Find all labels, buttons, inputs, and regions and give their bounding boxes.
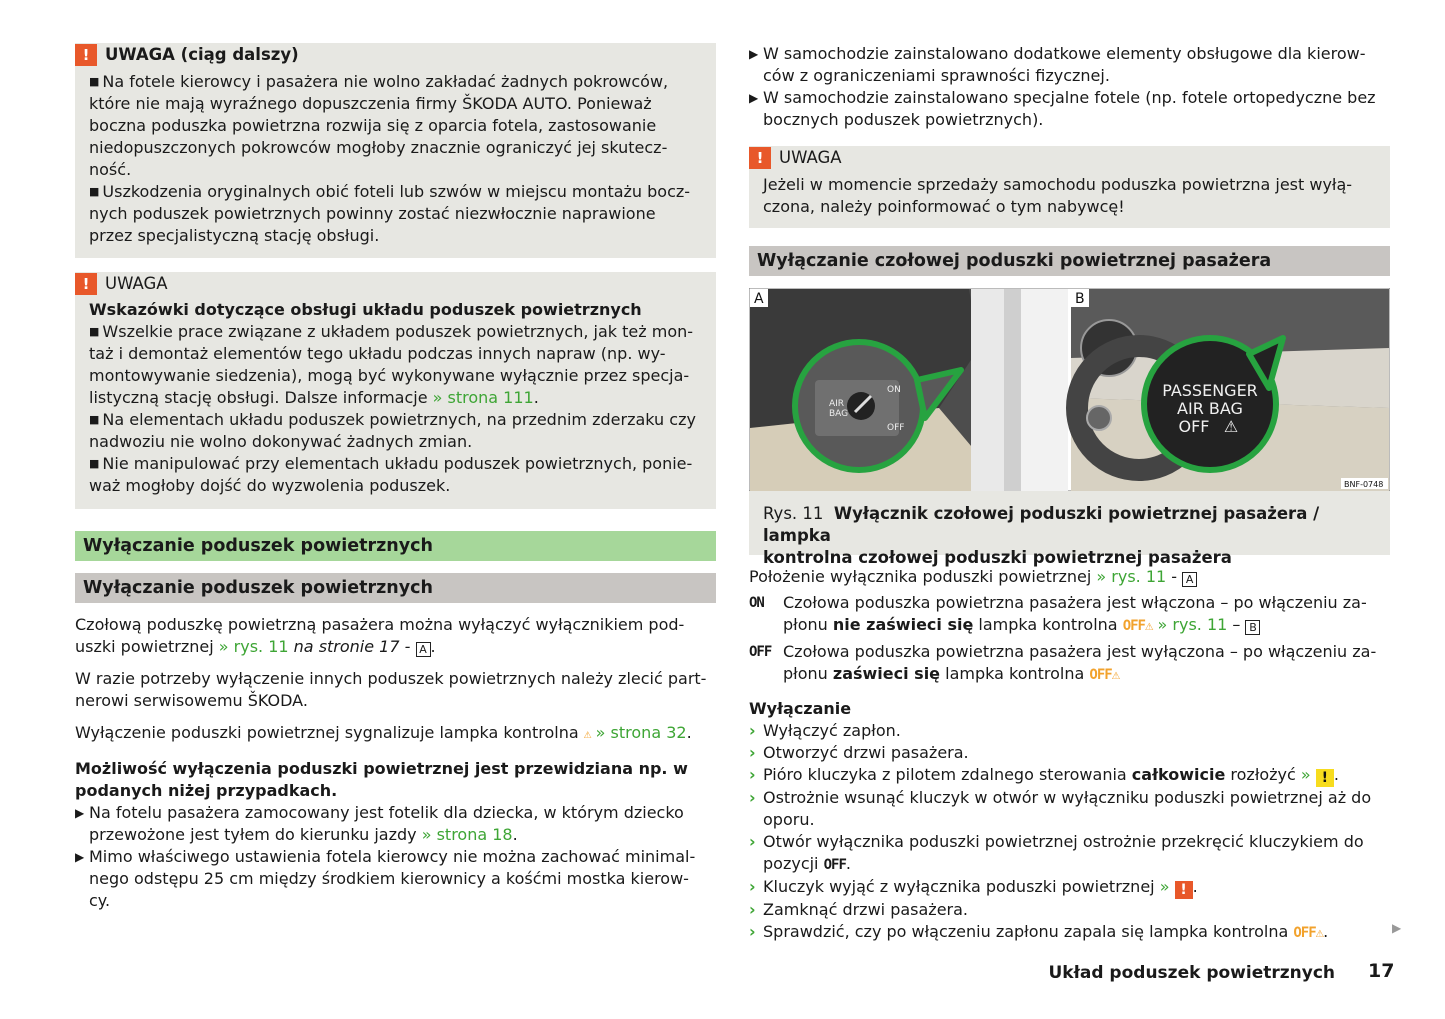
step-arrow-icon: › (749, 922, 756, 941)
figure-illustration (749, 288, 1390, 491)
text-line: montowywanie siedzenia), mogą być wykonywane wyłącznie przez specja- (89, 366, 690, 385)
text-line: nych poduszek powietrznych powinny zostać niezwłocznie naprawione (89, 204, 656, 223)
text-line: przewożone jest tyłem do kierunku jazdy (89, 825, 417, 844)
warning-title: UWAGA (779, 148, 842, 167)
on-symbol: ON (749, 595, 764, 611)
figure-ref-a: A (1182, 572, 1197, 587)
switch-label-off: OFF (887, 423, 905, 433)
airbag-off-lamp-icon: OFF (1122, 618, 1145, 634)
bold-text: nie zaświeci się (832, 615, 974, 634)
link-arrow[interactable]: » (1159, 877, 1170, 896)
airbag-symbol-icon: ⚠ (1111, 667, 1120, 683)
steps-title: Wyłączanie (749, 699, 852, 718)
step-arrow-icon: › (749, 877, 756, 896)
figure-ref-a: A (416, 642, 431, 657)
section-heading-gray: Wyłączanie poduszek powietrznych (75, 573, 716, 603)
bold-text: zaświeci się (832, 664, 941, 683)
warning-text (763, 174, 1376, 218)
warning-icon: ! (75, 273, 97, 295)
figure-code: BNF-0748 (1344, 480, 1384, 489)
text-line: waż mogłoby dojść do wyzwolenia poduszek. (89, 476, 451, 495)
right-list (749, 43, 1390, 131)
text-line: Nie manipulować przy elementach układu poduszek powietrznych, ponie- (102, 454, 693, 473)
text-line: Wyłączenie poduszki powietrznej sygnalizuje lampka kontrolna (75, 723, 579, 742)
section-heading-green: Wyłączanie poduszek powietrznych (75, 531, 716, 561)
warning-text: Wskazówki dotyczące obsługi układu poduszek powietrznych ■ Wszelkie prace związane z układem poduszek powietrznych, jak też mon- taż i demontaż elementów tego układu podczas innych napraw (np. wy- montowywanie siedzenia), mogą być wykonywane wyłącznie przez specja- listyczną stację obsługi. Dalsze informacje » strona 111. ■ Na elementach układu poduszek powietrznych, na przednim zderzaku czy nadwoziu nie wolno dokonywać żadnych zmian. ■ Nie manipulować przy elementach układu poduszek powietrznych, ponie- waż mogłoby dojść do wyzwolenia poduszek. (89, 299, 702, 497)
text-line: czona, należy poinformować o tym nabywcę! (763, 197, 1125, 216)
bullet-icon: ■ (89, 457, 100, 470)
airbag-symbol-icon: ⚠ (1144, 618, 1153, 634)
lamp-text-passenger: PASSENGER (1162, 381, 1258, 400)
text-line: nego odstępu 25 cm między środkiem kierownicy a kośćmi mostka kierow- (89, 869, 689, 888)
text-line: taż i demontaż elementów tego układu podczas innych napraw (np. wy- (89, 344, 666, 363)
warning-title: UWAGA (ciąg dalszy) (105, 45, 299, 64)
warning-box-continued (75, 43, 716, 258)
warning-box-airbag (75, 272, 716, 509)
warning-box-header (749, 146, 1376, 170)
caption-number: Rys. 11 (763, 504, 824, 523)
text-line: Czołową poduszkę powietrzną pasażera można wyłączyć wyłącznikiem pod- (75, 615, 685, 634)
panel-label-a: A (754, 291, 764, 307)
text-line: Czołowa poduszka powietrzna pasażera jest wyłączona – po włączeniu za- (783, 642, 1377, 661)
text-line: ców z ograniczeniami sprawności fizycznej. (763, 66, 1110, 85)
link-page-18[interactable]: » strona 18 (421, 825, 513, 844)
bold-text-line: podanych niżej przypadkach. (75, 781, 338, 800)
text-line: cy. (89, 891, 111, 910)
text-line: płonu (783, 664, 828, 683)
figure-ref-b: B (1245, 620, 1260, 635)
text-line: przez specjalistyczną stację obsługi. (89, 226, 380, 245)
list-item (749, 43, 1390, 87)
text-line: W samochodzie zainstalowano specjalne fotele (np. fotele ortopedyczne bez (763, 88, 1376, 107)
link-fig-11[interactable]: » rys. 11 (218, 637, 289, 656)
text-line: lampka kontrolna (945, 664, 1085, 683)
panel-label-b: B (1075, 291, 1085, 307)
text-line: Pióro kluczyka z pilotem zdalnego sterowania (763, 765, 1127, 784)
link-fig-11[interactable]: » rys. 11 (1157, 615, 1228, 634)
off-symbol: OFF (749, 644, 772, 660)
text-line: rozłożyć (1230, 765, 1296, 784)
step-item: › Pióro kluczyka z pilotem zdalnego sterowania całkowicie rozłożyć » ! . (749, 765, 1339, 786)
body-text: Czołową poduszkę powietrzną pasażera można wyłączyć wyłącznikiem pod- uszki powietrznej » rys. 11 na stronie 17 - A . W razie potrzeby wyłączenie innych poduszek powietrznych należy zlecić part- nerowi serwisowemu ŠKODA. Wyłączenie poduszki powietrznej sygnalizuje lampka kontrolna ⚠ » strona 32. Możliwość wyłączenia poduszki powietrznej jest przewidziana np. w podanych niżej przypadkach. ▶ Na fotelu pasażera zamocowany jest fotelik dla dziecka, w którym dziecko przewożone jest tyłem do kierunku jazdy » strona 18. ▶ Mimo właściwego ustawienia fotela kierowcy nie można zachować minimal- nego odstępu 25 cm między środkiem kierownicy a kośćmi mostka kierow- cy. (75, 614, 716, 912)
warning-icon: ! (75, 44, 97, 66)
step-arrow-icon: › (749, 721, 756, 740)
text-line: oporu. (763, 810, 815, 829)
step-item (749, 742, 1390, 764)
yellow-notice-icon[interactable]: ! (1316, 769, 1334, 787)
section-heading-gray: Wyłączanie czołowej poduszki powietrznej pasażera (749, 246, 1390, 276)
text-line: Uszkodzenia oryginalnych obić foteli lub szwów w miejscu montażu bocz- (102, 182, 691, 201)
step-item (749, 720, 1390, 742)
text-line: Czołowa poduszka powietrzna pasażera jest włączona – po włączeniu za- (783, 593, 1367, 612)
bullet-icon: ■ (89, 75, 100, 88)
bold-text-line: Możliwość wyłączenia poduszki powietrznej jest przewidziana np. w (75, 759, 688, 778)
text-line: ność. (89, 160, 132, 179)
footer-chapter-title: Układ poduszek powietrznych (1048, 963, 1335, 983)
text-line: Położenie wyłącznika poduszki powietrznej (749, 567, 1092, 586)
step-arrow-icon: › (749, 743, 756, 762)
text-line: niedopuszczonych pokrowców mogłoby znacznie ograniczyć jej skutecz- (89, 138, 668, 157)
text-line: lampka kontrolna (978, 615, 1118, 634)
page-number: 17 (1368, 960, 1395, 982)
step-item (749, 787, 1390, 831)
text-line: Jeżeli w momencie sprzedaży samochodu poduszka powietrzna jest wyłą- (763, 175, 1353, 194)
step-item: › Otwór wyłącznika poduszki powietrznej ostrożnie przekręcić kluczykiem do pozycji OFF. (749, 831, 1390, 876)
text-line: Sprawdzić, czy po włączeniu zapłonu zapala się lampka kontrolna (763, 922, 1289, 941)
caption-title: kontrolna czołowej poduszki powietrznej pasażera (763, 548, 1232, 567)
text-line: boczna poduszka powietrzna rozwija się z oparcia fotela, zastosowanie (89, 116, 657, 135)
switch-label-on: ON (887, 385, 901, 395)
link-arrow[interactable]: » (1300, 765, 1311, 784)
text-line: Kluczyk wyjąć z wyłącznika poduszki powietrznej (763, 877, 1155, 896)
warning-text (89, 71, 702, 247)
text-line: W samochodzie zainstalowano dodatkowe elementy obsługowe dla kierow- (763, 44, 1366, 63)
bullet-icon: ■ (89, 185, 100, 198)
airbag-off-lamp-icon: OFF (1089, 667, 1112, 683)
warning-box-header (75, 272, 702, 296)
figure-airbag-switch (749, 288, 1390, 491)
airbag-off-icon: ⚠ (583, 727, 591, 742)
text-line: nerowi serwisowemu ŠKODA. (75, 691, 308, 710)
list-item (75, 846, 716, 912)
step-item (749, 899, 1390, 921)
warning-box-header (75, 43, 702, 67)
text-line: bocznych poduszek powietrznych). (763, 110, 1044, 129)
lamp-text-off: OFF (1178, 417, 1210, 436)
text-line: pozycji (763, 854, 819, 873)
warning-icon: ! (749, 147, 771, 169)
warning-title: UWAGA (105, 274, 168, 293)
triangle-bullet-icon: ▶ (75, 850, 85, 864)
lamp-airbag-symbol-icon: ⚠ (1223, 417, 1239, 436)
red-warning-icon[interactable]: ! (1175, 881, 1193, 899)
step-arrow-icon: › (749, 788, 756, 807)
step-item: › Kluczyk wyjąć z wyłącznika poduszki powietrznej » ! . (749, 877, 1198, 898)
triangle-bullet-icon: ▶ (75, 806, 85, 820)
step-arrow-icon: › (749, 832, 756, 851)
list-item (749, 87, 1390, 131)
on-position-item: ON Czołowa poduszka powietrzna pasażera jest włączona – po włączeniu za- płonu nie zaświeci się lampka kontrolna OFF⚠ » rys. 11 – B (749, 592, 1390, 637)
airbag-off-lamp-icon: OFF (1293, 925, 1316, 941)
text-line: Wyłączyć zapłon. (763, 721, 901, 740)
off-position-item (749, 641, 1390, 686)
text-line: Na fotelu pasażera zamocowany jest fotelik dla dziecka, w którym dziecko (89, 803, 684, 822)
text-line: Na elementach układu poduszek powietrznych, na przednim zderzaku czy (102, 410, 696, 429)
text-line: płonu (783, 615, 828, 634)
link-fig-11[interactable]: » rys. 11 (1096, 567, 1167, 586)
bullet-icon: ■ (89, 325, 100, 338)
triangle-bullet-icon: ▶ (749, 91, 759, 105)
next-page-arrow-icon[interactable]: ▶ (1392, 921, 1402, 935)
figure-caption (749, 491, 1390, 567)
text-line: uszki powietrznej (75, 637, 214, 656)
text-line: W razie potrzeby wyłączenie innych poduszek powietrznych należy zlecić part- (75, 669, 707, 688)
text-line: Otworzyć drzwi pasażera. (763, 743, 969, 762)
text-line: Zamknąć drzwi pasażera. (763, 900, 969, 919)
switch-label-bag: BAG (829, 409, 849, 419)
text-line: Na fotele kierowcy i pasażera nie wolno zakładać żadnych pokrowców, (102, 72, 669, 91)
list-item: ▶ Na fotelu pasażera zamocowany jest fotelik dla dziecka, w którym dziecko przewożone jest tyłem do kierunku jazdy » strona 18. (75, 803, 684, 844)
right-body: Położenie wyłącznika poduszki powietrznej » rys. 11 - A ON Czołowa poduszka powietrzna pasażera jest włączona – po włączeniu za- płonu nie zaświeci się lampka kontrolna OFF⚠ » rys. 11 – B OFF Czołowa poduszka powietrzna pasażera jest wyłączona – po włączeniu za- płonu zaświeci się lampka kontrolna OFF⚠ Wyłączanie › Wyłączyć zapłon. › Otworzyć drzwi pasażera. › Pióro kluczyka z pilotem zdalnego sterowania całkowicie rozłożyć » ! . › Ostrożnie wsunąć kluczyk w otwór w wyłączniku poduszki powietrznej aż do oporu. › Otwór wyłącznika poduszki powietrznej ostrożnie przekręcić kluczykiem do pozycji OFF. › Kluczyk wyjąć z wyłącznika poduszki powietrznej » ! . › Zamknąć drzwi pasażera. › Sprawdzić, czy po włączeniu zapłonu zapala się lampka kontrolna OFF⚠. (749, 566, 1390, 944)
text-line: Otwór wyłącznika poduszki powietrznej ostrożnie przekręcić kluczykiem do (763, 832, 1364, 851)
step-arrow-icon: › (749, 900, 756, 919)
step-item: › Sprawdzić, czy po włączeniu zapłonu zapala się lampka kontrolna OFF⚠. (749, 921, 1390, 944)
text-line: Wszelkie prace związane z układem poduszek powietrznych, jak też mon- (102, 322, 694, 341)
text-line: na stronie 17 - (293, 637, 411, 656)
warning-box-sale (749, 146, 1390, 228)
triangle-bullet-icon: ▶ (749, 47, 759, 61)
text-line: Ostrożnie wsunąć kluczyk w otwór w wyłączniku poduszki powietrznej aż do (763, 788, 1372, 807)
bullet-icon: ■ (89, 413, 100, 426)
text-line: które nie mają wyraźnego dopuszczenia firmy ŠKODA AUTO. Ponieważ (89, 94, 652, 113)
off-symbol: OFF (823, 857, 846, 873)
caption-title: Wyłącznik czołowej poduszki powietrznej pasażera / lampka (763, 504, 1320, 545)
text-line: listyczną stację obsługi. Dalsze informacje (89, 388, 428, 407)
link-page-111[interactable]: » strona 111 (432, 388, 534, 407)
bold-text: całkowicie (1131, 765, 1226, 784)
link-page-32[interactable]: » strona 32 (595, 723, 687, 742)
lamp-text-airbag: AIR BAG (1177, 399, 1243, 418)
airbag-symbol-icon: ⚠ (1315, 925, 1324, 941)
step-arrow-icon: › (749, 765, 756, 784)
switch-label-air: AIR (829, 399, 845, 409)
warning-subtitle: Wskazówki dotyczące obsługi układu poduszek powietrznych (89, 300, 642, 319)
text-line: Mimo właściwego ustawienia fotela kierowcy nie można zachować minimal- (89, 847, 696, 866)
text-line: nadwoziu nie wolno dokonywać żadnych zmian. (89, 432, 473, 451)
